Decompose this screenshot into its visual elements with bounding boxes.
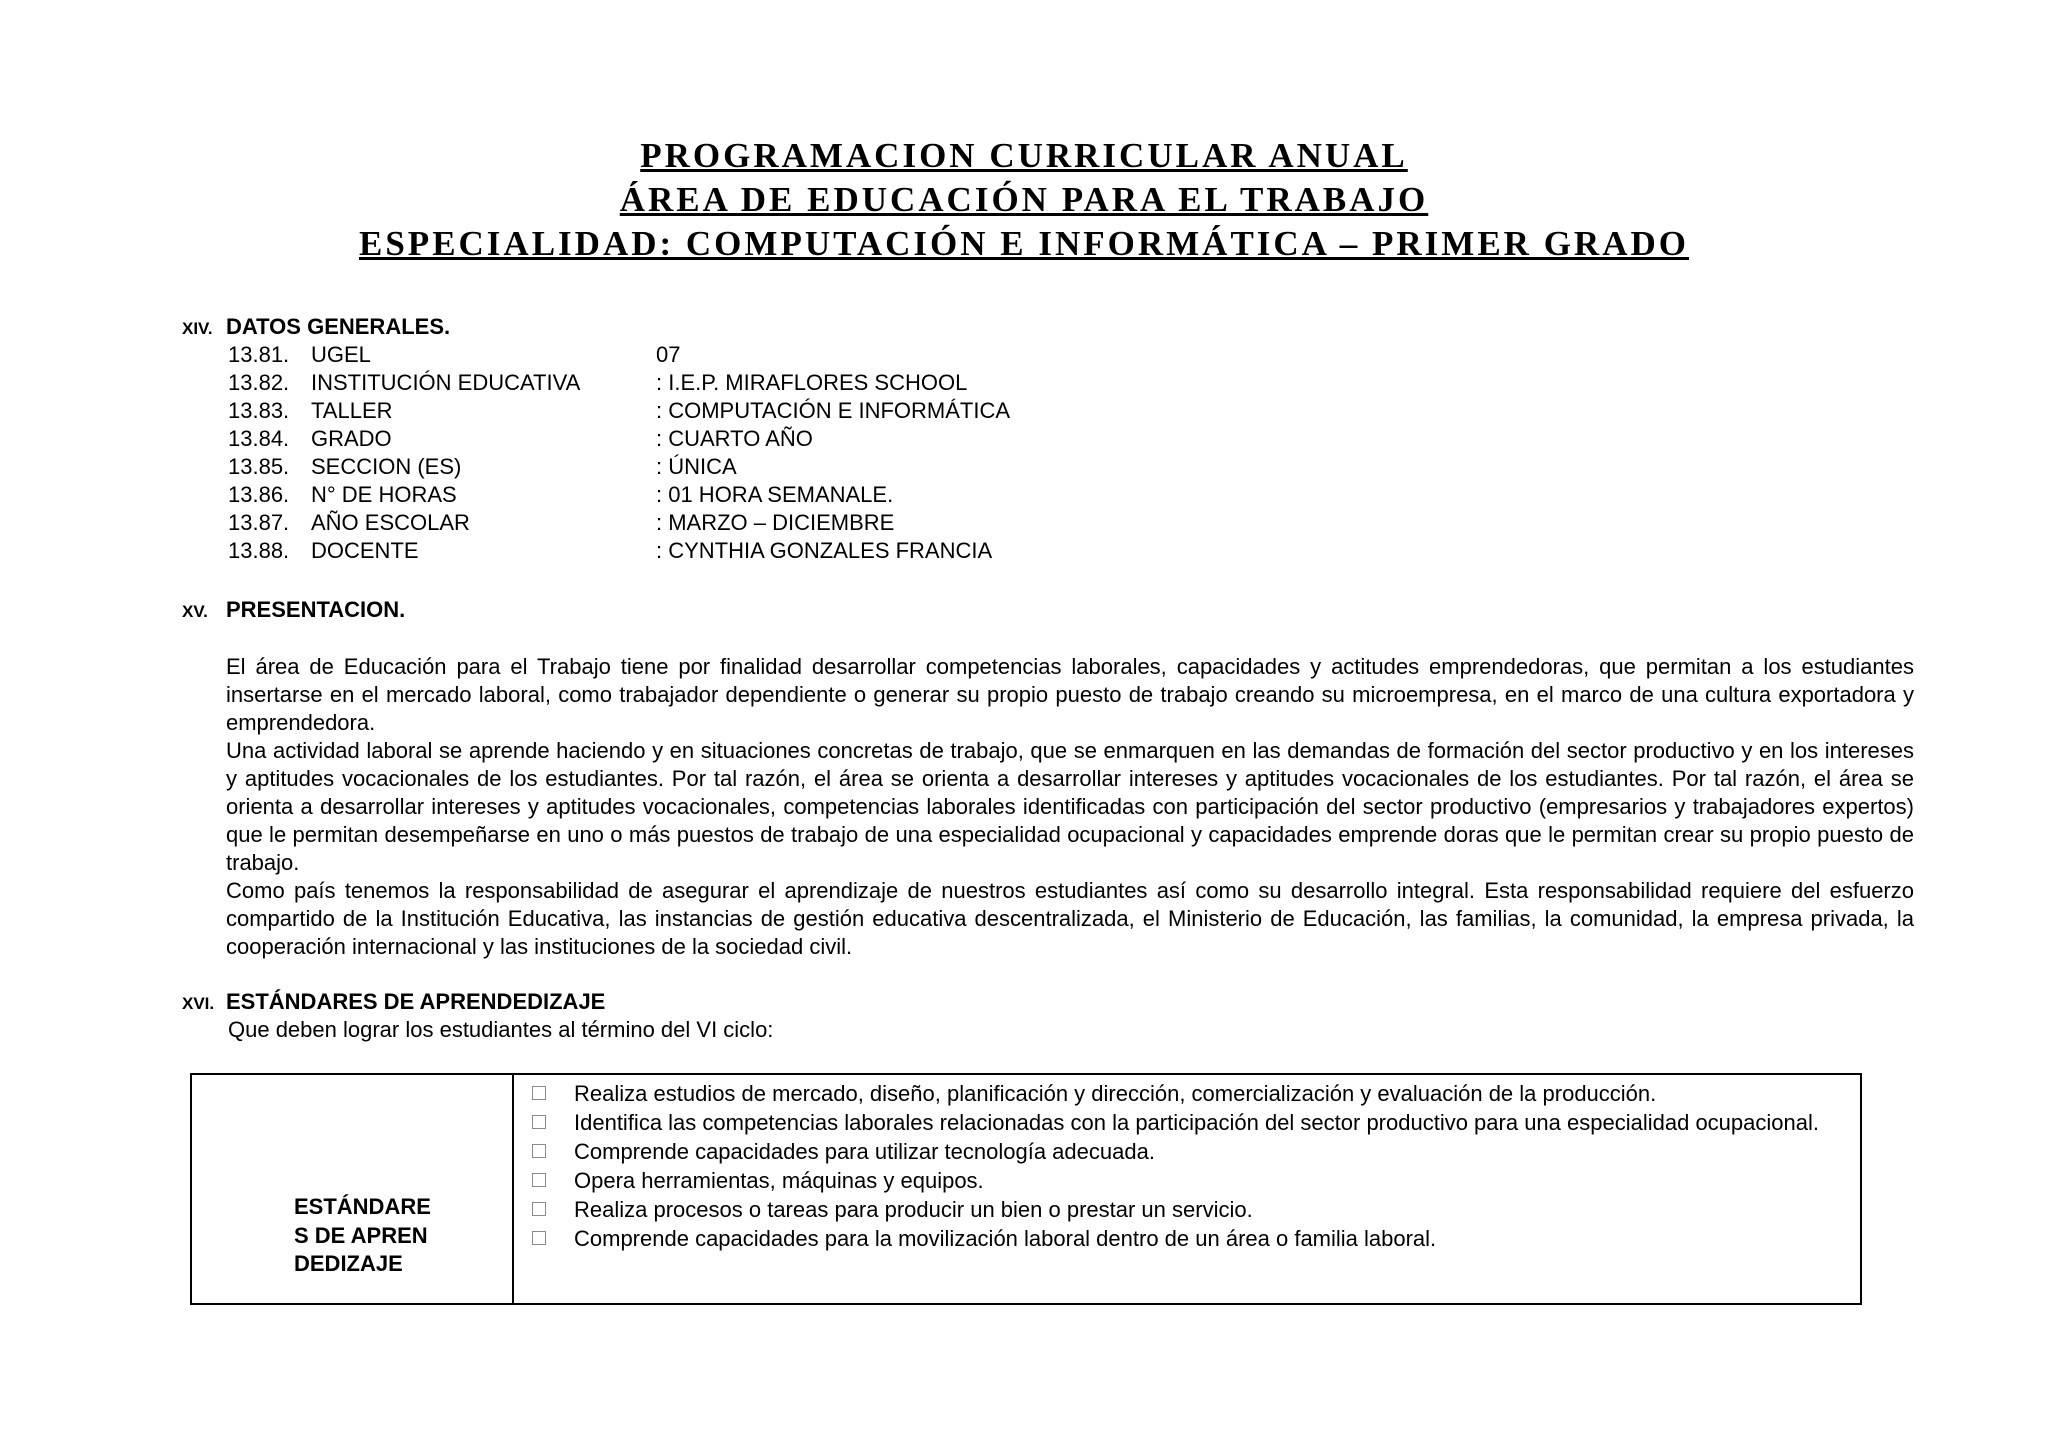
datos-value: : CYNTHIA GONZALES FRANCIA — [656, 538, 993, 563]
presentacion-body — [226, 653, 1914, 961]
paragraph: El área de Educación para el Trabajo tiene por finalidad desarrollar competencias laborales, capacidades y actitudes emprendedoras, que permitan a los estudiantes insertarse en el mercado laboral, como trabajador dependiente o generar su propio puesto de trabajo creando su microempresa, en el marco de una cultura exportadora y emprendedora. — [226, 654, 1914, 735]
list-item — [514, 1108, 1840, 1137]
datos-number: 13.81. — [228, 342, 290, 367]
datos-number: 13.84. — [228, 426, 290, 451]
datos-label: DOCENTE — [311, 538, 419, 563]
list-item — [514, 1195, 1840, 1224]
datos-number: 13.85. — [228, 454, 290, 479]
datos-value: : I.E.P. MIRAFLORES SCHOOL — [656, 370, 968, 395]
list-item-text: Opera herramientas, máquinas y equipos. — [574, 1168, 984, 1193]
document-title-block — [0, 134, 2048, 266]
datos-label: SECCION (ES) — [311, 454, 462, 479]
datos-number: 13.88. — [228, 538, 290, 563]
standards-label-cell — [192, 1075, 514, 1303]
datos-value: : CUARTO AÑO — [656, 426, 813, 451]
checkbox-bullet-icon — [532, 1086, 546, 1100]
checkbox-bullet-icon — [532, 1231, 546, 1245]
datos-label: UGEL — [311, 342, 371, 367]
document-title: PROGRAMACION CURRICULAR ANUAL — [640, 136, 1408, 175]
standards-list — [514, 1075, 1860, 1303]
section-heading-estandares — [182, 988, 605, 1018]
datos-label: N° DE HORAS — [311, 482, 457, 507]
section-title: DATOS GENERALES. — [226, 314, 451, 339]
standards-table — [190, 1073, 1862, 1305]
specialty-title: ESPECIALIDAD: COMPUTACIÓN E INFORMÁTICA – PRIMER GRADO — [359, 224, 1689, 263]
section-number: XV. — [182, 602, 208, 621]
list-item-text: Comprende capacidades para la movilización laboral dentro de un área o familia laboral. — [574, 1226, 1437, 1251]
datos-number: 13.82. — [228, 370, 290, 395]
datos-label: TALLER — [311, 398, 393, 423]
datos-number: 13.86. — [228, 482, 290, 507]
checkbox-bullet-icon — [532, 1144, 546, 1158]
section-heading-presentacion — [182, 596, 405, 626]
datos-label: GRADO — [311, 426, 392, 451]
datos-label: INSTITUCIÓN EDUCATIVA — [311, 370, 581, 395]
area-title: ÁREA DE EDUCACIÓN PARA EL TRABAJO — [619, 180, 1429, 219]
list-item-text: Realiza estudios de mercado, diseño, planificación y dirección, comercialización y evaluación de la producción. — [574, 1081, 1657, 1106]
list-item-text: Comprende capacidades para utilizar tecnología adecuada. — [574, 1139, 1155, 1164]
section-heading-datos — [182, 313, 450, 343]
section-number: XIV. — [182, 319, 213, 338]
checkbox-bullet-icon — [532, 1173, 546, 1187]
paragraph: Como país tenemos la responsabilidad de asegurar el aprendizaje de nuestros estudiantes así como su desarrollo integral. Esta responsabilidad requiere del esfuerzo compartido de la Institución Educativa, las instancias de gestión educativa descentralizada, el Ministerio de Educación, las familias, la comunidad, la empresa privada, la cooperación internacional y las instituciones de la sociedad civil. — [226, 878, 1914, 959]
list-item — [514, 1137, 1840, 1166]
datos-number: 13.83. — [228, 398, 290, 423]
checkbox-bullet-icon — [532, 1115, 546, 1129]
datos-value: : ÚNICA — [656, 454, 737, 479]
standards-label: ESTÁNDARES DE APRENDEDIZAJE — [294, 1194, 431, 1276]
datos-value: : MARZO – DICIEMBRE — [656, 510, 895, 535]
datos-label: AÑO ESCOLAR — [311, 510, 470, 535]
checkbox-bullet-icon — [532, 1202, 546, 1216]
datos-value: : COMPUTACIÓN E INFORMÁTICA — [656, 398, 1011, 423]
datos-value: : 01 HORA SEMANALE. — [656, 482, 894, 507]
datos-value: 07 — [656, 342, 681, 367]
list-item-text: Identifica las competencias laborales relacionadas con la participación del sector productivo para una especialidad ocupacional. — [574, 1110, 1819, 1135]
list-item — [514, 1224, 1840, 1253]
section-title: PRESENTACION. — [226, 597, 406, 622]
estandares-intro: Que deben lograr los estudiantes al término del VI ciclo: — [228, 1017, 774, 1042]
section-title: ESTÁNDARES DE APRENDEDIZAJE — [226, 989, 606, 1014]
datos-number: 13.87. — [228, 510, 290, 535]
section-number: XVI. — [182, 994, 215, 1013]
paragraph: Una actividad laboral se aprende haciendo y en situaciones concretas de trabajo, que se enmarquen en las demandas de formación del sector productivo y en los intereses y aptitudes vocacionales de los estudiantes. Por tal razón, el área se orienta a desarrollar intereses y aptitudes vocacionales de los estudiantes. Por tal razón, el área se orienta a desarrollar intereses y aptitudes vocacionales, competencias laborales identificadas con participación del sector productivo (empresarios y trabajadores expertos) que le permitan desempeñarse en uno o más puestos de trabajo de una especialidad ocupacional y capacidades emprende doras que le permitan crear su propio puesto de trabajo. — [226, 738, 1914, 875]
list-item — [514, 1166, 1840, 1195]
list-item — [514, 1079, 1840, 1108]
list-item-text: Realiza procesos o tareas para producir un bien o prestar un servicio. — [574, 1197, 1253, 1222]
